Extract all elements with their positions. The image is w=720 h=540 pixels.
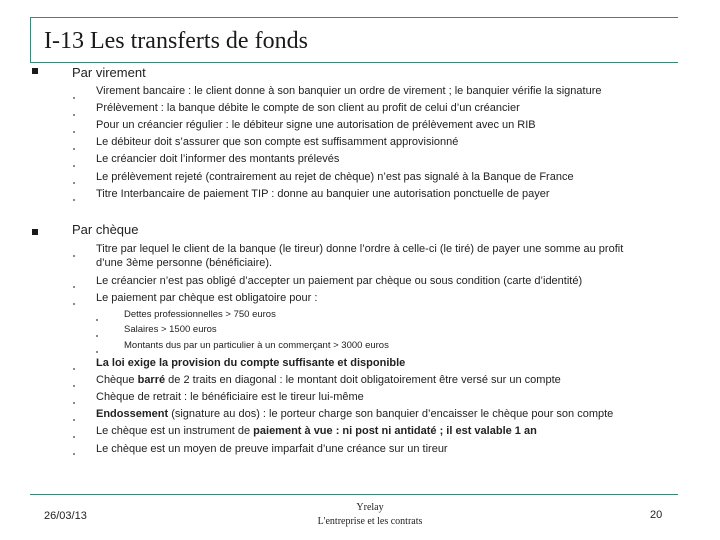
section-heading-cheque: Par chèque xyxy=(72,222,139,237)
sub-list-item: Salaires > 1500 euros xyxy=(124,324,217,335)
list-item: La loi exige la provision du compte suffisante et disponible xyxy=(96,357,406,369)
bullet-dot-icon xyxy=(73,385,75,387)
text-run-bold: Endossement xyxy=(96,408,169,420)
list-item: Le créancier n’est pas obligé d’accepter un paiement par chèque ou sous condition (carte d’identité) xyxy=(96,275,583,287)
text-run: Chèque xyxy=(96,374,138,386)
bullet-dot-icon xyxy=(73,97,75,99)
bullet-dot-icon xyxy=(73,286,75,288)
text-run: (signature au dos) : le porteur charge son banquier d’encaisser le chèque pour son compte xyxy=(168,408,614,420)
sub-list-item: Montants dus par un particulier à un commerçant > 3000 euros xyxy=(124,340,389,351)
section-heading-virement: Par virement xyxy=(72,65,146,80)
text-run-bold: paiement à vue : ni post ni antidaté ; il est valable 1 an xyxy=(253,425,537,437)
bullet-dot-icon xyxy=(73,182,75,184)
title-frame-top xyxy=(30,17,678,18)
bullet-dot-icon xyxy=(73,199,75,201)
list-item-continuation: d’une 3ème personne (bénéficiaire). xyxy=(96,257,273,269)
footer-author: Yrelay xyxy=(356,502,384,513)
section-bullet-icon xyxy=(32,68,38,74)
list-item: Pour un créancier régulier : le débiteur signe une autorisation de prélèvement avec un RIB xyxy=(96,119,536,131)
list-item: Le prélèvement rejeté (contrairement au rejet de chèque) n’est pas signalé à la Banque de France xyxy=(96,171,574,183)
bullet-dot-icon xyxy=(73,402,75,404)
title-frame-left xyxy=(30,17,31,63)
list-item xyxy=(96,373,561,387)
list-item: Le débiteur doit s’assurer que son compte est suffisamment approvisionné xyxy=(96,136,459,148)
bullet-dot-icon xyxy=(73,436,75,438)
list-item: Le paiement par chèque est obligatoire pour : xyxy=(96,292,318,304)
list-item: Prélèvement : la banque débite le compte de son client au profit de celui d’un créancier xyxy=(96,102,520,114)
footer-date: 26/03/13 xyxy=(44,510,87,522)
bullet-dot-icon xyxy=(73,114,75,116)
section-bullet-icon xyxy=(32,229,38,235)
list-item: Titre par lequel le client de la banque (le tireur) donne l’ordre à celle-ci (le tiré) de payer une somme au profit xyxy=(96,243,624,255)
bullet-dot-icon xyxy=(73,368,75,370)
text-run: de 2 traits en diagonal : le montant doit obligatoirement être versé sur un compte xyxy=(165,374,561,386)
sub-list-item: Dettes professionnelles > 750 euros xyxy=(124,309,276,320)
bullet-dot-icon xyxy=(73,165,75,167)
slide-title: I-13 Les transferts de fonds xyxy=(44,28,308,54)
title-frame-bottom xyxy=(30,62,678,63)
list-item: Le créancier doit l’informer des montants prélevés xyxy=(96,153,340,165)
footer-center xyxy=(300,501,440,529)
text-run: Le chèque est un instrument de xyxy=(96,425,254,437)
list-item: Titre Interbancaire de paiement TIP : donne au banquier une autorisation ponctuelle de payer xyxy=(96,188,550,200)
list-item: Chèque de retrait : le bénéficiaire est le tireur lui-même xyxy=(96,391,364,403)
bullet-dot-icon xyxy=(73,148,75,150)
bullet-dot-icon xyxy=(73,131,75,133)
footer-subtitle: L'entreprise et les contrats xyxy=(317,516,423,527)
list-item: Virement bancaire : le client donne à son banquier un ordre de virement ; le banquier vérifie la signature xyxy=(96,85,602,97)
list-item xyxy=(96,424,537,438)
bullet-dot-icon xyxy=(96,351,98,353)
list-item: Le chèque est un moyen de preuve imparfait d’une créance sur un tireur xyxy=(96,443,448,455)
bullet-dot-icon xyxy=(96,319,98,321)
footer-divider xyxy=(30,494,678,495)
list-item xyxy=(96,407,613,421)
page-number: 20 xyxy=(650,509,663,521)
bullet-dot-icon xyxy=(73,303,75,305)
bullet-dot-icon xyxy=(96,335,98,337)
bullet-dot-icon xyxy=(73,255,75,257)
text-run-bold: barré xyxy=(137,374,166,386)
bullet-dot-icon xyxy=(73,419,75,421)
bullet-dot-icon xyxy=(73,453,75,455)
